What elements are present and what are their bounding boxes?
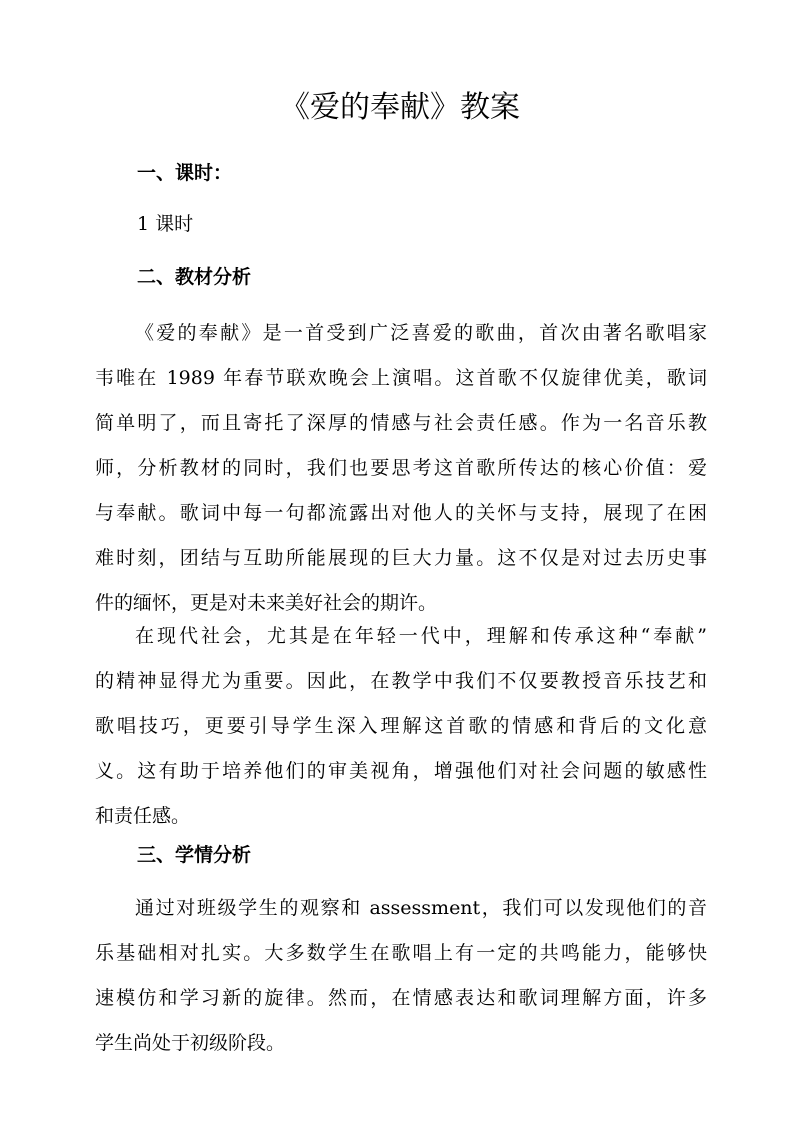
student-analysis-paragraph-1 [95,886,707,1066]
paragraph-line: 与奉献。歌词中每一句都流露出对他人的关怀与支持，展现了在困 [95,502,707,524]
material-analysis-paragraph-1 [95,311,707,626]
paragraph-line: 学生尚处于初级阶段。 [95,1032,286,1054]
paragraph-line: 难时刻，团结与互助所能展现的巨大力量。这不仅是对过去历史事 [95,547,707,569]
paragraph-line: 速模仿和学习新的旋律。然而，在情感表达和歌词理解方面，许多 [95,987,707,1009]
paragraph-line: 《爱的奉献》是一首受到广泛喜爱的歌曲，首次由著名歌唱家 [135,322,707,344]
section-heading-student-analysis: 三、学情分析 [137,844,252,866]
material-analysis-paragraph-2 [95,614,707,839]
paragraph-line: 义。这有助于培养他们的审美视角，增强他们对社会问题的敏感性 [95,760,707,782]
class-hours-content: 1 课时 [137,213,194,235]
paragraph-line: 歌唱技巧，更要引导学生深入理解这首歌的情感和背后的文化意 [95,715,707,737]
paragraph-line: 通过对班级学生的观察和 assessment，我们可以发现他们的音 [135,897,707,919]
paragraph-line: 和责任感。 [95,805,191,827]
document-title: 《爱的奉献》教案 [280,90,520,125]
paragraph-line: 在现代社会，尤其是在年轻一代中，理解和传承这种“奉献” [135,625,707,647]
paragraph-line: 件的缅怀，更是对未来美好社会的期许。 [95,592,438,614]
paragraph-line: 简单明了，而且寄托了深厚的情感与社会责任感。作为一名音乐教 [95,412,707,434]
section-heading-class-hours: 一、课时： [137,162,233,184]
section-heading-material-analysis: 二、教材分析 [137,266,252,288]
paragraph-line: 的精神显得尤为重要。因此，在教学中我们不仅要教授音乐技艺和 [95,670,707,692]
paragraph-line: 乐基础相对扎实。大多数学生在歌唱上有一定的共鸣能力，能够快 [95,942,707,964]
paragraph-line: 师，分析教材的同时，我们也要思考这首歌所传达的核心价值：爱 [95,457,707,479]
paragraph-line: 韦唯在 1989 年春节联欢晚会上演唱。这首歌不仅旋律优美，歌词 [95,367,707,389]
